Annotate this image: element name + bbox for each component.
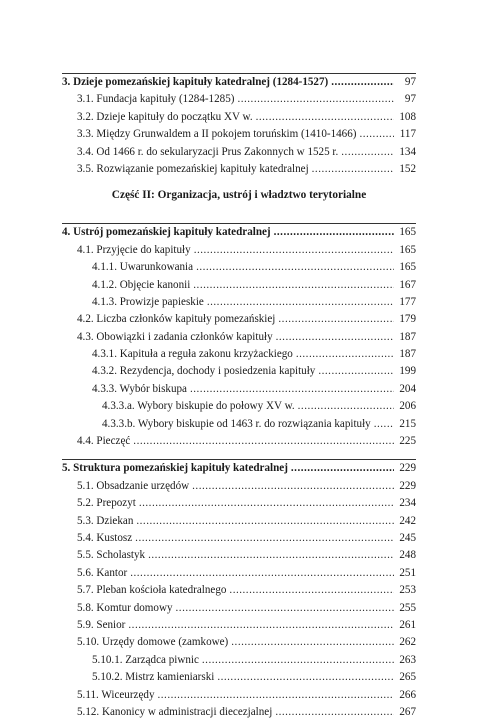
toc-entry (62, 381, 416, 398)
page-number: 117 (399, 128, 416, 141)
leader-dots (276, 329, 394, 346)
leader-dots (341, 144, 394, 161)
entry-title: 5.10.2. Mistrz kamieniarski (92, 671, 215, 684)
table-of-contents (62, 73, 416, 721)
toc-entry (62, 416, 416, 433)
entry-title: 4.3. Obowiązki i zadania członków kapituły (77, 330, 273, 343)
chapter-title: 5. Struktura pomezańskiej kapituły katedralnej (62, 462, 288, 475)
chapter-title: 4. Ustrój pomezańskiej kapituły katedralnej (62, 226, 271, 239)
chapter-heading (62, 224, 416, 241)
entry-title: 4.1.2. Objęcie kanonii (92, 278, 191, 291)
toc-entry (62, 346, 416, 363)
entry-title: 3.4. Od 1466 r. do sekularyzacji Prus Zakonnych w 1525 r. (77, 145, 339, 158)
leader-dots (158, 687, 395, 704)
entry-title: 3.1. Fundacja kapituły (1284-1285) (77, 93, 235, 106)
leader-dots (130, 565, 394, 582)
page-number: 177 (399, 295, 416, 308)
toc-entry (62, 277, 416, 294)
entry-title: 4.1.1. Uwarunkowania (92, 261, 194, 274)
entry-title: 5.4. Kustosz (77, 531, 133, 544)
page-number: 199 (399, 365, 416, 378)
section-gap (62, 214, 416, 223)
leader-dots (318, 363, 394, 380)
page-number: 97 (404, 93, 416, 106)
entry-title: 5.9. Senior (77, 618, 126, 631)
page-number: 263 (399, 653, 416, 666)
toc-entry (62, 547, 416, 564)
entry-title: 3.3. Między Grunwaldem a II pokojem toruńskim (1410-1466) (77, 128, 357, 141)
toc-entry (62, 687, 416, 704)
toc-entry (62, 478, 416, 495)
toc-entry (62, 161, 416, 178)
chapter-heading (62, 460, 416, 477)
page-number: 234 (399, 497, 416, 510)
leader-dots (135, 530, 394, 547)
toc-entry (62, 495, 416, 512)
leader-dots (202, 652, 394, 669)
toc-entry (62, 126, 416, 143)
leader-dots (229, 582, 394, 599)
page-number: 187 (399, 348, 416, 361)
leader-dots (192, 478, 394, 495)
page-number: 206 (399, 400, 416, 413)
toc-entry (62, 398, 416, 415)
page-number: 266 (399, 688, 416, 701)
page-number: 242 (399, 514, 416, 527)
toc-entry (62, 144, 416, 161)
leader-dots (148, 547, 394, 564)
page-number: 245 (399, 531, 416, 544)
entry-title: 5.7. Pleban kościoła katedralnego (77, 584, 227, 597)
page-number: 215 (399, 417, 416, 430)
entry-title: 4.3.2. Rezydencja, dochody i posiedzenia kapituły (92, 365, 316, 378)
toc-entry (62, 565, 416, 582)
part-heading: Część II: Organizacja, ustrój i władztwo terytorialne (111, 189, 367, 202)
page-number: 97 (404, 76, 416, 88)
chapter-heading (62, 74, 416, 91)
toc-entry (62, 582, 416, 599)
page-number: 225 (399, 435, 416, 448)
leader-dots (312, 161, 394, 178)
leader-dots (217, 669, 394, 686)
leader-dots (291, 460, 394, 477)
toc-entry (62, 259, 416, 276)
entry-title: 5.10.1. Zarządca piwnic (92, 653, 199, 666)
page-number: 251 (399, 566, 416, 579)
leader-dots (256, 109, 394, 126)
page-number: 265 (399, 671, 416, 684)
leader-dots (128, 617, 394, 634)
entry-title: 4.3.3.a. Wybory biskupie do połowy XV w. (102, 400, 295, 413)
toc-entry (62, 329, 416, 346)
entry-title: 4.3.1. Kapituła a reguła zakonu krzyżackiego (92, 348, 293, 361)
leader-dots (296, 346, 394, 363)
leader-dots (133, 433, 394, 450)
leader-dots (193, 277, 394, 294)
page-number: 253 (399, 584, 416, 597)
leader-dots (207, 294, 394, 311)
leader-dots (231, 634, 394, 651)
toc-entry (62, 634, 416, 651)
entry-title: 5.2. Prepozyt (77, 497, 136, 510)
leader-dots (196, 259, 394, 276)
toc-entry (62, 652, 416, 669)
leader-dots (176, 600, 394, 617)
entry-title: 5.10. Urzędy domowe (zamkowe) (77, 636, 229, 649)
toc-entry (62, 242, 416, 259)
leader-dots (136, 513, 394, 530)
leader-dots (275, 704, 394, 721)
page-number: 108 (399, 110, 416, 123)
toc-entry (62, 669, 416, 686)
toc-entry (62, 600, 416, 617)
page-number: 165 (399, 261, 416, 274)
toc-entry (62, 363, 416, 380)
entry-title: 4.3.3. Wybór biskupa (92, 382, 187, 395)
entry-title: 5.11. Wiceurzędy (77, 688, 155, 701)
leader-dots (274, 224, 394, 241)
toc-entry (62, 294, 416, 311)
leader-dots (237, 91, 394, 108)
chapter-title: 3. Dzieje pomezańskiej kapituły katedralnej (1284-1527) (62, 76, 329, 88)
entry-title: 5.12. Kanonicy w administracji diecezjalnej (77, 705, 273, 718)
entry-title: 4.3.3.b. Wybory biskupie od 1463 r. do rozwiązania kapituły (102, 417, 371, 430)
page-number: 165 (399, 243, 416, 256)
entry-title: 5.6. Kantor (77, 566, 128, 579)
page-number: 267 (399, 705, 416, 718)
leader-dots (139, 495, 394, 512)
page-number: 134 (399, 145, 416, 158)
entry-title: 3.2. Dzieje kapituły do początku XV w. (77, 110, 253, 123)
page-number: 229 (399, 479, 416, 492)
leader-dots (190, 381, 394, 398)
entry-title: 5.5. Scholastyk (77, 549, 146, 562)
leader-dots (278, 311, 394, 328)
page-number: 262 (399, 636, 416, 649)
page-number: 167 (399, 278, 416, 291)
section-gap (62, 450, 416, 459)
leader-dots (194, 242, 394, 259)
leader-dots (374, 416, 394, 433)
toc-entry (62, 109, 416, 126)
toc-entry (62, 513, 416, 530)
toc-entry (62, 91, 416, 108)
entry-title: 3.5. Rozwiązanie pomezańskiej kapituły katedralnej (77, 162, 309, 175)
page-number: 165 (399, 226, 416, 239)
entry-title: 5.8. Komtur domowy (77, 601, 173, 614)
page-number: 204 (399, 382, 416, 395)
page-number: 229 (399, 462, 416, 475)
toc-entry (62, 530, 416, 547)
entry-title: 5.3. Dziekan (77, 514, 134, 527)
leader-dots (298, 398, 394, 415)
page-number: 248 (399, 549, 416, 562)
toc-entry (62, 433, 416, 450)
toc-entry (62, 311, 416, 328)
toc-entry (62, 617, 416, 634)
toc-entry (62, 704, 416, 721)
leader-dots (331, 74, 394, 91)
page-number: 255 (399, 601, 416, 614)
entry-title: 4.4. Pieczęć (77, 435, 131, 448)
page-number: 187 (399, 330, 416, 343)
page-number: 152 (399, 162, 416, 175)
entry-title: 5.1. Obsadzanie urzędów (77, 479, 190, 492)
entry-title: 4.1. Przyjęcie do kapituły (77, 243, 191, 256)
entry-title: 4.2. Liczba członków kapituły pomezańskiej (77, 313, 276, 326)
leader-dots (359, 126, 394, 143)
entry-title: 4.1.3. Prowizje papieskie (92, 295, 204, 308)
page-number: 261 (399, 618, 416, 631)
page-number: 179 (399, 313, 416, 326)
